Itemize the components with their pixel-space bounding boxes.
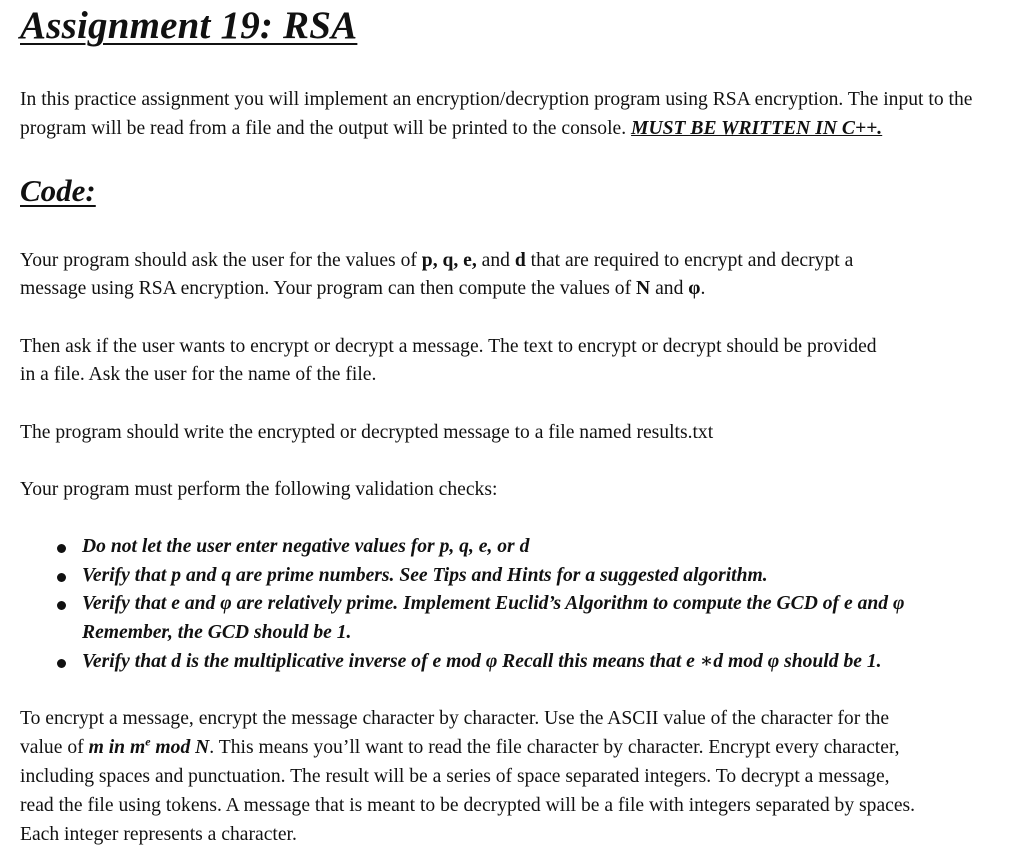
p5-text-a: To encrypt a message, encrypt the message character by character. Use the ASCII value of the character for the value of [20, 708, 890, 759]
p1-var-n: N [636, 278, 651, 300]
p5-text-d: . This means you’ll want to read the file character by character. Encrypt every character, including spaces and punctuation. The result will be a series of space separated integers. To decrypt a message, read the file using tokens. A message that is meant to be decrypted will be a file with integers separated by spaces. Each integer represents a character. [20, 737, 916, 845]
file-input-paragraph: Then ask if the user wants to encrypt or decrypt a message. The text to encrypt or decrypt should be provided in a file. Ask the user for the name of the file. [20, 335, 877, 386]
results-paragraph: The program should write the encrypted or decrypted message to a file named results.txt [20, 421, 714, 443]
check-text: Do not let the user enter negative values for p, q, e, or d [82, 535, 530, 557]
check-text: Verify that e and φ are relatively prime. Implement Euclid’s Algorithm to compute the GCD of e and φ Remember, the GCD should be 1. [82, 593, 905, 644]
code-heading: Code: [20, 172, 96, 208]
page-title: Assignment 19: RSA [20, 4, 358, 47]
check-text: Verify that d is the multiplicative inverse of e mod φ Recall this means that e ∗d mod φ should be 1. [82, 651, 882, 673]
p5-exponent: e [145, 734, 151, 749]
list-item [20, 533, 982, 562]
list-item [20, 562, 982, 591]
intro-text: In this practice assignment you will implement an encryption/decryption program using RSA encryption. The input to the program will be read from a file and the output will be printed to the console. [20, 89, 973, 139]
p5-m-in-m: m in m [88, 737, 146, 759]
p1-text-c: and [476, 249, 515, 271]
validation-list [20, 533, 1024, 677]
validation-intro: Your program must perform the following validation checks: [20, 479, 498, 501]
check-text: Verify that p and q are prime numbers. See Tips and Hints for a suggested algorithm. [82, 564, 768, 586]
intro-paragraph [20, 86, 1020, 144]
bullet-icon [57, 573, 66, 582]
list-item [20, 590, 982, 648]
p1-var-phi: φ [688, 278, 701, 300]
p1-vars-pqe: p, q, e, [421, 249, 477, 271]
list-item [20, 648, 982, 677]
bullet-icon [57, 659, 66, 668]
values-paragraph [20, 247, 880, 305]
p1-text-e: that are required to encrypt and decrypt a message using RSA encryption. Your program can then compute the values of [20, 249, 854, 300]
p1-text-a: Your program should ask the user for the values of [20, 249, 422, 271]
p1-text-g: and [650, 278, 689, 300]
encrypt-paragraph [20, 705, 920, 849]
p1-var-d: d [514, 249, 526, 271]
p5-mod-n: mod N [150, 737, 210, 759]
intro-emphasis: MUST BE WRITTEN IN C++. [631, 117, 883, 139]
p1-text-i: . [700, 278, 706, 300]
bullet-icon [57, 544, 66, 553]
bullet-icon [57, 601, 66, 610]
